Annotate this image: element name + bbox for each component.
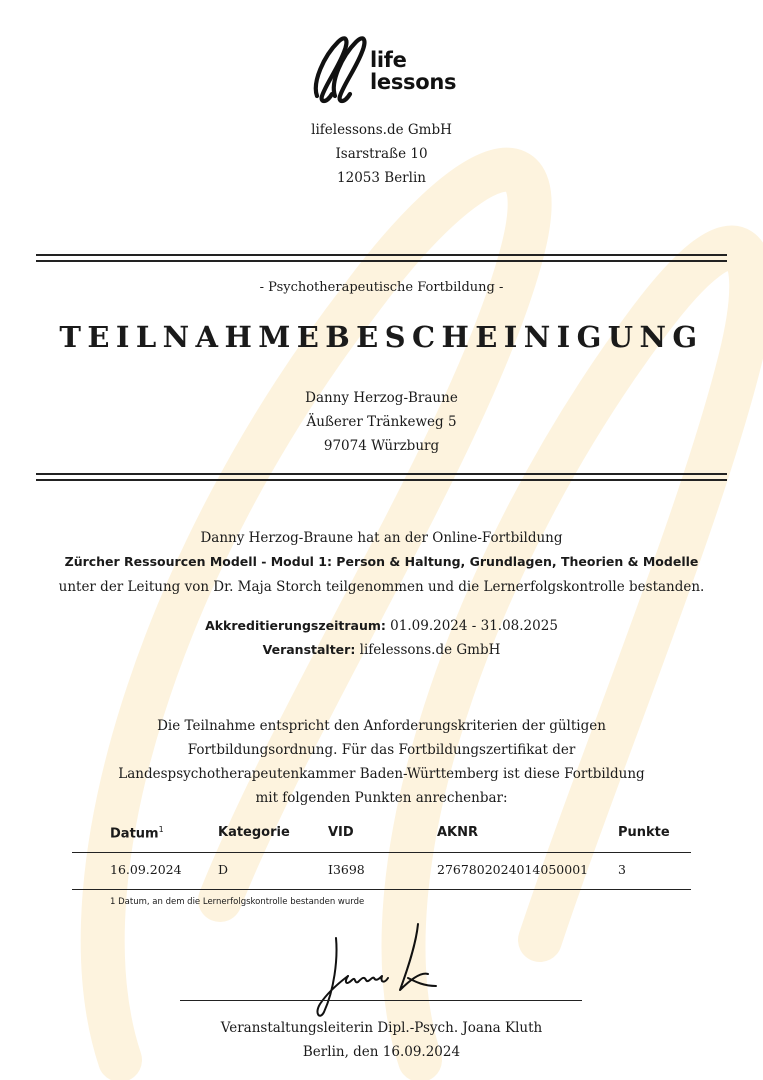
signature-place-date: Berlin, den 16.09.2024 [302,1044,461,1060]
signature-line [180,1000,582,1001]
cell-vid: I3698 [328,862,365,877]
issuer-name: lifelessons.de GmbH [311,122,452,138]
recognition-line-4: mit folgenden Punkten anrechenbar: [255,790,508,806]
participant-address [0,386,763,458]
organizer [0,638,763,662]
certificate-title: TEILNAHMEBESCHEINIGUNG [59,320,704,354]
recognition-line-3: Landespsychotherapeutenkammer Baden-Württemberg ist diese Fortbildung [118,766,645,782]
recognition-paragraph [0,714,763,810]
handwritten-signature [300,920,450,1020]
issuer-address [0,118,763,190]
accreditation-value: 01.09.2024 - 31.08.2025 [390,618,558,634]
divider-bottom-1 [36,473,727,475]
divider-bottom-2 [36,479,727,481]
cell-aknr: 2767802024014050001 [437,862,589,877]
statement-line-1: Danny Herzog-Braune hat an der Online-Fortbildung [200,530,563,546]
recognition-line-2: Fortbildungsordnung. Für das Fortbildungszertifikat der [187,742,576,758]
date-footnote-marker: 1 [158,825,164,834]
divider-top-1 [36,254,727,256]
accreditation-label: Akkreditierungszeitraum: [205,618,386,633]
cell-points: 3 [618,862,626,877]
column-header-points: Punkte [618,825,670,840]
footnote: 1 Datum, an dem die Lernerfolgskontrolle bestanden wurde [110,897,365,907]
column-header-vid: VID [328,825,354,840]
divider-top-2 [36,260,727,262]
column-header-date: Datum$^1$ [110,825,164,842]
organizer-value: lifelessons.de GmbH [359,642,501,658]
logo-text-lessons: lessons [370,70,457,94]
issuer-city: 12053 Berlin [337,170,426,186]
participant-name: Danny Herzog-Braune [305,390,458,406]
certificate-subtitle: - Psychotherapeutische Fortbildung - [259,280,504,295]
cell-date: 16.09.2024 [110,862,182,877]
accreditation-period [0,614,763,638]
course-title: Zürcher Ressourcen Modell - Modul 1: Person & Haltung, Grundlagen, Theorien & Modelle [64,554,699,569]
cell-category: D [218,862,229,877]
table-bottom-divider [72,889,691,890]
table-header-divider [72,852,691,853]
participant-city: 97074 Würzburg [323,438,440,454]
participant-street: Äußerer Tränkeweg 5 [306,414,457,430]
issuer-street: Isarstraße 10 [335,146,428,162]
signer-role: Veranstaltungsleiterin Dipl.-Psych. Joana Kluth [220,1020,543,1036]
logo-text-life: life [370,48,407,72]
column-header-category: Kategorie [218,825,290,840]
column-header-aknr: AKNR [437,825,479,840]
statement-line-3: unter der Leitung von Dr. Maja Storch teilgenommen und die Lernerfolgskontrolle bestanden. [58,579,705,595]
recognition-line-1: Die Teilnahme entspricht den Anforderungskriterien der gültigen [157,718,606,734]
organizer-label: Veranstalter: [262,642,356,657]
brand-logo-mark [312,34,462,106]
